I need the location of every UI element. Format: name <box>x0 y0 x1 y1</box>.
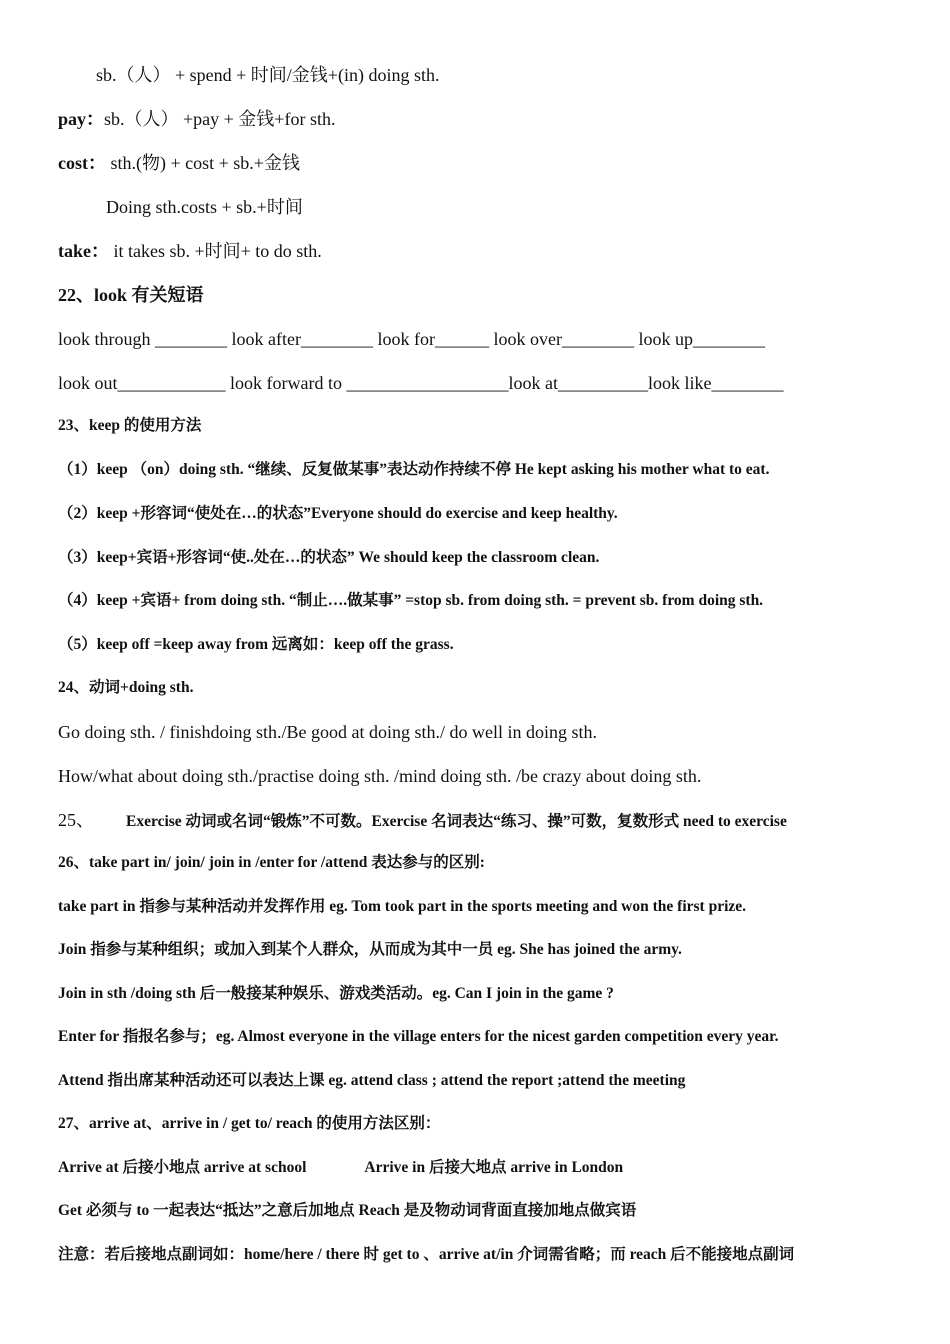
section-23-item-2: （2）keep +形容词“使处在…的状态”Everyone should do exercise and keep healthy. <box>58 505 618 522</box>
section-23-item-4: （4）keep +宾语+ from doing sth. “制止….做某事” =stop sb. from doing sth. = prevent sb. from doing sth. <box>58 592 764 609</box>
section-27-row-2: Get 必须与 to 一起表达“抵达”之意后加地点 Reach 是及物动词背面直接加地点做宾语 <box>58 1202 637 1219</box>
pay-text: sb.（人） +pay + 金钱+for sth. <box>104 109 336 129</box>
cost-text: sth.(物) + cost + sb.+金钱 <box>106 153 300 173</box>
section-27-heading: 27、arrive at、arrive in / get to/ reach 的使用方法区别： <box>58 1115 441 1132</box>
section-26-item-2: Join 指参与某种组织；或加入到某个人群众，从而成为其中一员 eg. She has joined the army. <box>58 941 682 958</box>
section-25-number: 25、 <box>58 810 94 830</box>
take-text: it takes sb. +时间+ to do sth. <box>109 241 322 261</box>
section-25-line <box>58 811 787 830</box>
section-22-row-1: look through ________ look after________ look for______ look over________ look up________ <box>58 329 765 349</box>
section-24-heading: 24、动词+doing sth. <box>58 679 194 696</box>
take-line <box>58 242 322 260</box>
section-22-row-2: look out____________ look forward to __________________look at__________look like________ <box>58 373 784 393</box>
section-23-item-3: （3）keep+宾语+形容词“使..处在…的状态” We should keep the classroom clean. <box>58 549 600 566</box>
section-24-row-1: Go doing sth. / finishdoing sth./Be good at doing sth./ do well in doing sth. <box>58 722 598 742</box>
section-27-row-3: 注意：若后接地点副词如：home/here / there 时 get to 、arrive at/in 介词需省略；而 reach 后不能接地点副词 <box>58 1246 795 1263</box>
section-23-item-5: （5）keep off =keep away from 远离如：keep off the grass. <box>58 636 454 653</box>
section-26-item-4: Enter for 指报名参与；eg. Almost everyone in the village enters for the nicest garden competition every year. <box>58 1028 779 1045</box>
section-24-row-2: How/what about doing sth./practise doing sth. /mind doing sth. /be crazy about doing sth. <box>58 766 702 786</box>
pay-line <box>58 110 335 128</box>
section-26-heading: 26、take part in/ join/ join in /enter for /attend 表达参与的区别: <box>58 854 485 871</box>
section-26-item-1: take part in 指参与某种活动并发挥作用 eg. Tom took part in the sports meeting and won the first prize. <box>58 898 747 915</box>
arrive-in-note: Arrive in 后接大地点 arrive in London <box>364 1159 624 1176</box>
section-22-heading: 22、look 有关短语 <box>58 285 204 305</box>
pay-label: pay： <box>58 109 105 129</box>
section-25-text: Exercise 动词或名词“锻炼”不可数。Exercise 名词表达“练习、操”可数，复数形式 need to exercise <box>126 813 787 830</box>
section-27-row-1 <box>58 1160 623 1176</box>
section-26-item-3: Join in sth /doing sth 后一般接某种娱乐、游戏类活动。eg. Can I join in the game ? <box>58 985 614 1002</box>
take-label: take： <box>58 241 109 261</box>
section-26-item-5: Attend 指出席某种活动还可以表达上课 eg. attend class ; attend the report ;attend the meeting <box>58 1072 686 1089</box>
cost-line-2: Doing sth.costs + sb.+时间 <box>106 197 303 217</box>
section-23-heading: 23、keep 的使用方法 <box>58 417 202 434</box>
arrive-at-note: Arrive at 后接小地点 arrive at school <box>58 1159 307 1176</box>
cost-line <box>58 154 300 172</box>
cost-label: cost： <box>58 153 106 173</box>
section-23-item-1: （1）keep （on）doing sth. “继续、反复做某事”表达动作持续不停 He kept asking his mother what to eat. <box>58 461 770 478</box>
spend-line: sb.（人） + spend + 时间/金钱+(in) doing sth. <box>96 65 440 85</box>
